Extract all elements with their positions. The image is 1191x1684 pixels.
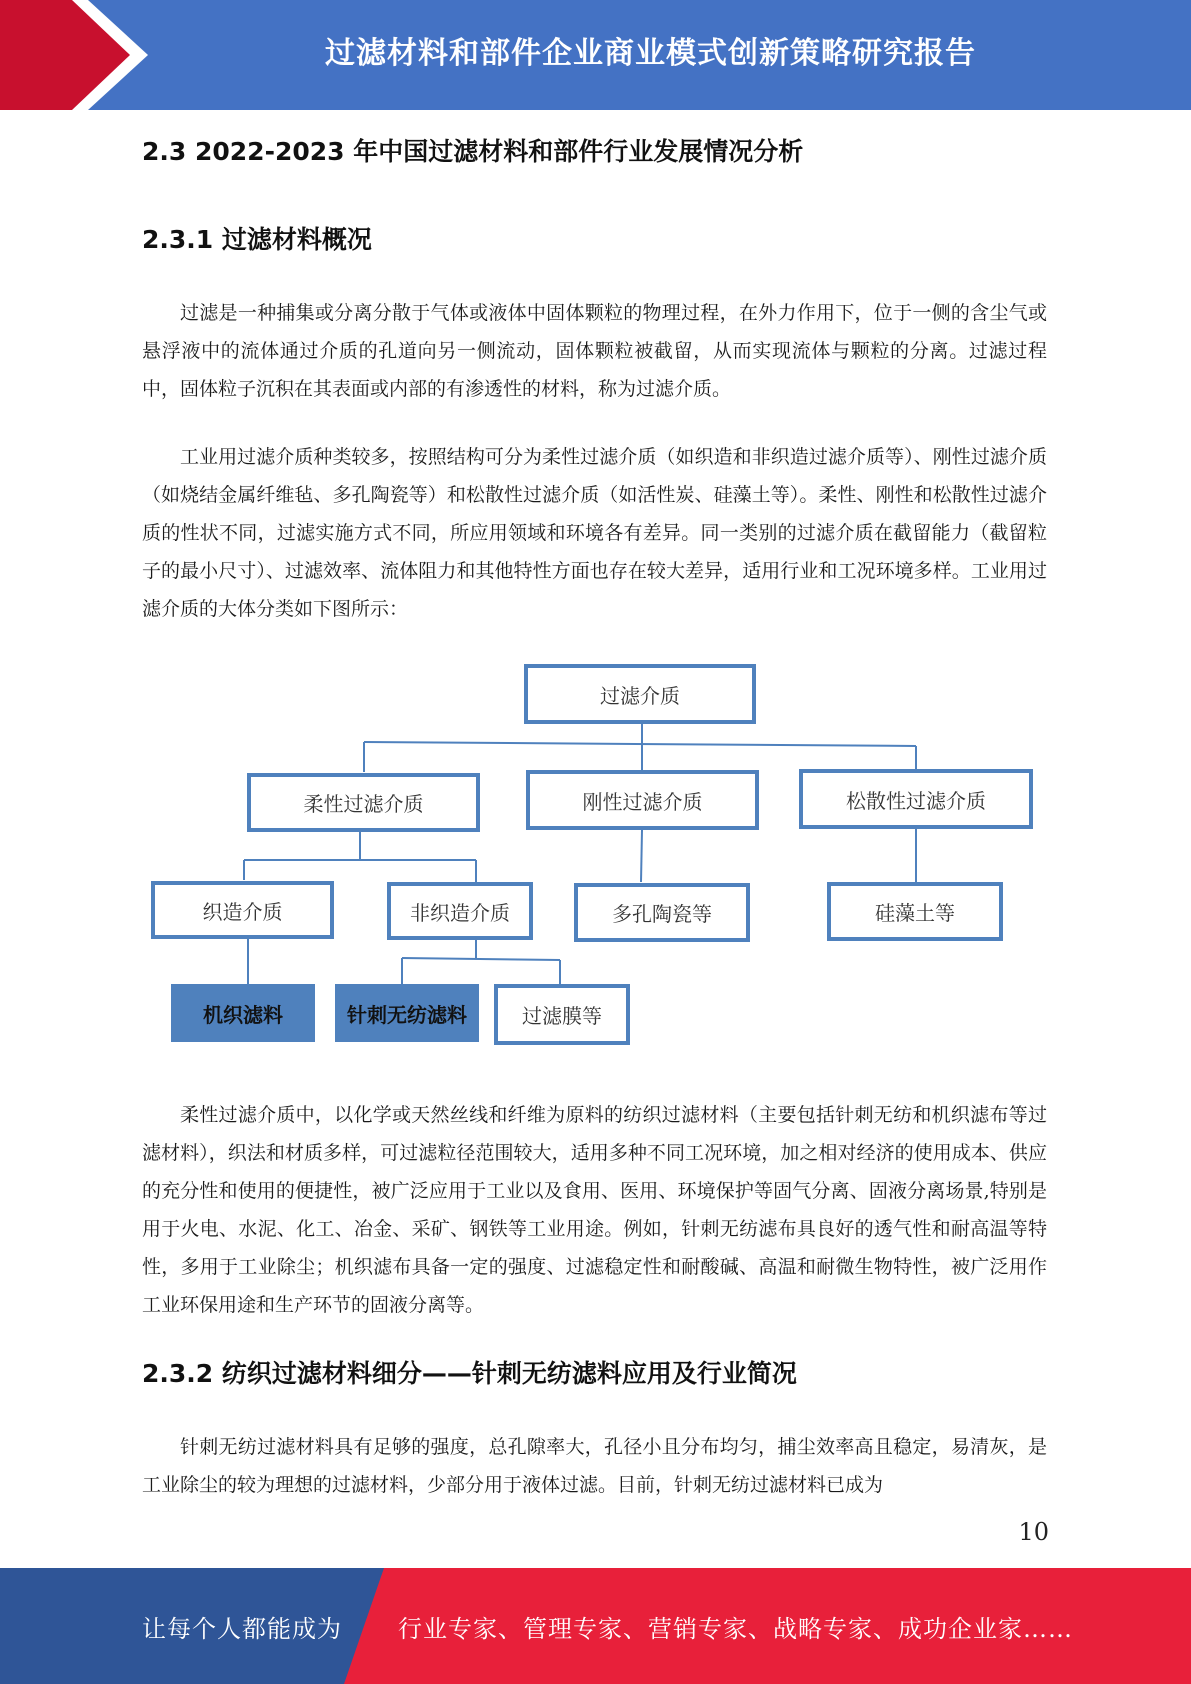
- paragraph-filter-media-types: 工业用过滤介质种类较多，按照结构可分为柔性过滤介质（如织造和非织造过滤介质等）、刚性过滤介质（如烧结金属纤维毡、多孔陶瓷等）和松散性过滤介质（如活性炭、硅藻土等）。柔性、刚性和松散性过滤介质的性状不同，过滤实施方式不同，所应用领域和环境各有差异。同一类别的过滤介质在截留能力（截留粒子的最小尺寸）、过滤效率、流体阻力和其他特性方面也存在较大差异，适用行业和工况环境多样。工业用过滤介质的大体分类如下图所示：: [142, 446, 1047, 620]
- section-heading-2-3-2: 2.3.2 纺织过滤材料细分——针刺无纺滤料应用及行业简况: [142, 1359, 797, 1388]
- header-arrow-icon: [0, 0, 160, 110]
- node-porous-ceramic: 多孔陶瓷等: [574, 883, 750, 942]
- section-heading-2-3-1: 2.3.1 过滤材料概况: [142, 225, 372, 254]
- node-needle-punched-filter: 针刺无纺滤料: [335, 984, 479, 1042]
- node-machine-woven-filter: 机织滤料: [171, 984, 315, 1042]
- node-rigid-media: 刚性过滤介质: [526, 770, 759, 830]
- node-loose-media: 松散性过滤介质: [799, 769, 1033, 829]
- section-heading-2-3: 2.3 2022-2023 年中国过滤材料和部件行业发展情况分析: [142, 137, 804, 166]
- report-title: 过滤材料和部件企业商业模式创新策略研究报告: [325, 36, 976, 71]
- node-filter-media: 过滤介质: [524, 664, 756, 724]
- paragraph-needle-punched: 针刺无纺过滤材料具有足够的强度，总孔隙率大，孔径小且分布均匀，捕尘效率高且稳定，易清灰，是工业除尘的较为理想的过滤材料，少部分用于液体过滤。目前，针刺无纺过滤材料已成为: [142, 1436, 1047, 1496]
- node-filter-membrane: 过滤膜等: [494, 984, 630, 1045]
- node-flexible-media: 柔性过滤介质: [247, 773, 480, 832]
- node-nonwoven-media: 非织造介质: [387, 882, 533, 940]
- paragraph-filtration-definition: 过滤是一种捕集或分离分散于气体或液体中固体颗粒的物理过程，在外力作用下，位于一侧的含尘气或悬浮液中的流体通过介质的孔道向另一侧流动，固体颗粒被截留，从而实现流体与颗粒的分离。过滤过程中，固体粒子沉积在其表面或内部的有渗透性的材料，称为过滤介质。: [142, 302, 1047, 400]
- filter-media-classification-diagram: [0, 640, 1191, 1060]
- node-diatomite: 硅藻土等: [827, 882, 1003, 941]
- page-number: 10: [1018, 1518, 1049, 1546]
- footer-banner: [0, 1568, 1191, 1684]
- header-banner: [0, 0, 1191, 110]
- paragraph-flexible-media: 柔性过滤介质中，以化学或天然丝线和纤维为原料的纺织过滤材料（主要包括针刺无纺和机织滤布等过滤材料），织法和材质多样，可过滤粒径范围较大，适用多种不同工况环境，加之相对经济的使用成本、供应的充分性和使用的便捷性，被广泛应用于工业以及食用、医用、环境保护等固气分离、固液分离场景,特别是用于火电、水泥、化工、冶金、采矿、钢铁等工业用途。例如，针刺无纺滤布具良好的透气性和耐高温等特性，多用于工业除尘；机织滤布具备一定的强度、过滤稳定性和耐酸碱、高温和耐微生物特性，被广泛用作工业环保用途和生产环节的固液分离等。: [142, 1104, 1047, 1316]
- node-woven-media: 织造介质: [151, 881, 334, 939]
- footer-slogan-right: 行业专家、管理专家、营销专家、战略专家、成功企业家……: [398, 1614, 1073, 1643]
- footer-slogan-left: 让每个人都能成为: [142, 1614, 342, 1643]
